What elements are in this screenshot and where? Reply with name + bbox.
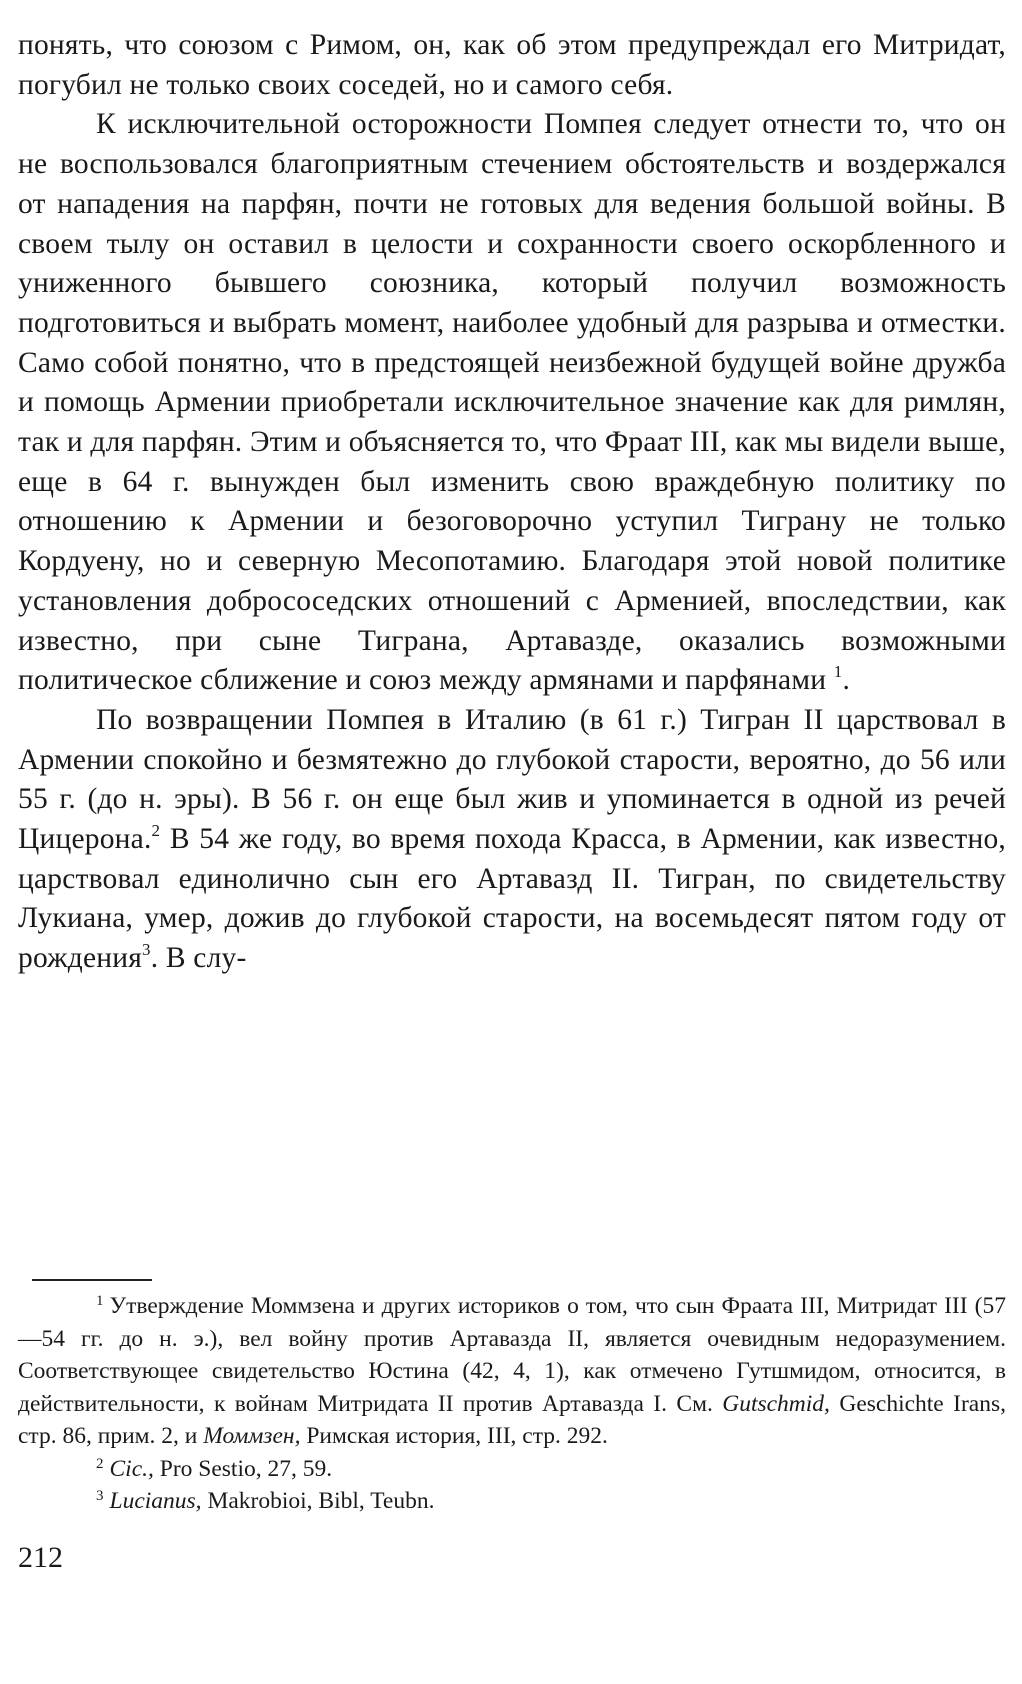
footnote-1-italic-a: Gutschmid, xyxy=(722,1390,830,1417)
paragraph-3-text-a: По возвращении Помпея в Италию (в 61 г.) Тигран II царствовал в Армении спокойно и безмятежно до глубокой старости, вероятно, до 56 или 55 г. (до н. эры). В 56 г. он еще был жив и упоминается в одной из речей Цицерона. xyxy=(18,703,1006,856)
footnote-3 xyxy=(18,1485,1006,1518)
footnote-divider xyxy=(32,1279,152,1281)
paragraph-3 xyxy=(18,701,1006,979)
footnote-2 xyxy=(18,1453,1006,1486)
footnote-1-mark: 1 xyxy=(96,1293,104,1309)
book-page xyxy=(18,26,1006,979)
footnote-ref-2: 2 xyxy=(151,821,161,841)
paragraph-1 xyxy=(18,26,1006,105)
footnote-3-mark: 3 xyxy=(96,1488,104,1504)
paragraph-2: К исключительной осторожности Помпея следует отнести то, что он не воспользовался благоприятным стечением обстоятельств и воздержался от нападения на парфян, почти не готовых для ведения большой войны. В своем тылу он оставил в целости и сохранности своего оскорбленного и униженного бывшего союзника, который получил возможность подготовиться и выбрать момент, наиболее удобный для разрыва и отместки. Само собой понятно, что в предстоящей неизбежной будущей войне дружба и помощь Армении приобретали исключительное значение как для римлян, так и для парфян. Этим и объясняется то, что Фраат III, как мы видели выше, еще в 64 г. вынужден был изменить свою враждебную политику по отношению к Армении и безоговорочно уступил Тиграну не только Кордуену, но и северную Месопотамию. Благодаря этой новой политике установления добрососедских отношений с Арменией, впоследствии, как известно, при сыне Тиграна, Артавазде, оказались возможными политическое сближение и союз между армянами и парфянами $^1$. xyxy=(18,108,1007,697)
footnote-3-italic: Lucianus, xyxy=(109,1488,202,1514)
main-text xyxy=(18,26,1006,979)
footnote-1-text-a: Утверждение Моммзена и других историков о том, что сын Фраата III, Митридат III (57—54 гг. до н. э.), вел войну против Артавазда II, является очевидным недоразумением. Соответствующее свидетельство Юстина (42, 4, 1), как отмечено Гутшмидом, относится, в действительности, к войнам Митридата II против Артавазда I. См. xyxy=(18,1293,1006,1417)
footnote-ref-1: 1 xyxy=(833,662,843,682)
footnote-ref-3: 3 xyxy=(142,940,151,960)
footnote-1-text-c: Римская история, III, стр. 292. xyxy=(300,1423,608,1449)
footnote-2-mark: 2 xyxy=(96,1455,104,1472)
page-number: 212 xyxy=(18,1541,63,1574)
footnote-1-italic-b: Моммзен, xyxy=(203,1423,301,1449)
footnotes xyxy=(18,1290,1006,1518)
footnote-2-italic: Cic., xyxy=(109,1455,154,1482)
paragraph-2-text: К исключительной осторожности Помпея следует отнести то, что он не воспользовался благоприятным стечением обстоятельств и воздержался от нападения на парфян, почти не готовых для ведения большой войны. В своем тылу он оставил в целости и сохранности своего оскорбленного и униженного бывшего союзника, который получил возможность подготовиться и выбрать момент, наиболее удобный для разрыва и отместки. Само собой понятно, что в предстоящей неизбежной будущей войне дружба и помощь Армении приобретали исключительное значение как для римлян, так и для парфян. Этим и объясняется то, что Фраат III, как мы видели выше, еще в 64 г. вынужден был изменить свою враждебную политику по отношению к Армении и безоговорочно уступил Тиграну не только Кордуену, но и северную Месопотамию. Благодаря этой новой политике установления добрососедских отношений с Арменией, впоследствии, как известно, при сыне Тиграна, Артавазде, оказались возможными политическое сближение и союз между армянами и парфянами xyxy=(18,108,1007,697)
footnote-3-text: Makrobioi, Bibl, Teubn. xyxy=(201,1488,435,1514)
footnote-1 xyxy=(18,1290,1006,1453)
paragraph-3-text-b: В 54 же году, во время похода Красса, в Армении, как известно, царствовал единолично сын его Артавазд II. Тигран, по свидетельству Лукиана, умер, дожив до глубокой старости, на восемьдесят пятом году от рождения xyxy=(18,823,1006,975)
footnote-2-text: Pro Sestio, 27, 59. xyxy=(153,1455,333,1482)
paragraph-3-text-c: . В слу- xyxy=(150,942,247,975)
paragraph-1-text: понять, что союзом с Римом, он, как об этом предупреждал его Митридат, погубил не только своих соседей, но и самого себя. xyxy=(18,29,1006,101)
footnote-1-text-b: Geschichte Irans, стр. 86, прим. 2, и xyxy=(18,1390,1007,1449)
